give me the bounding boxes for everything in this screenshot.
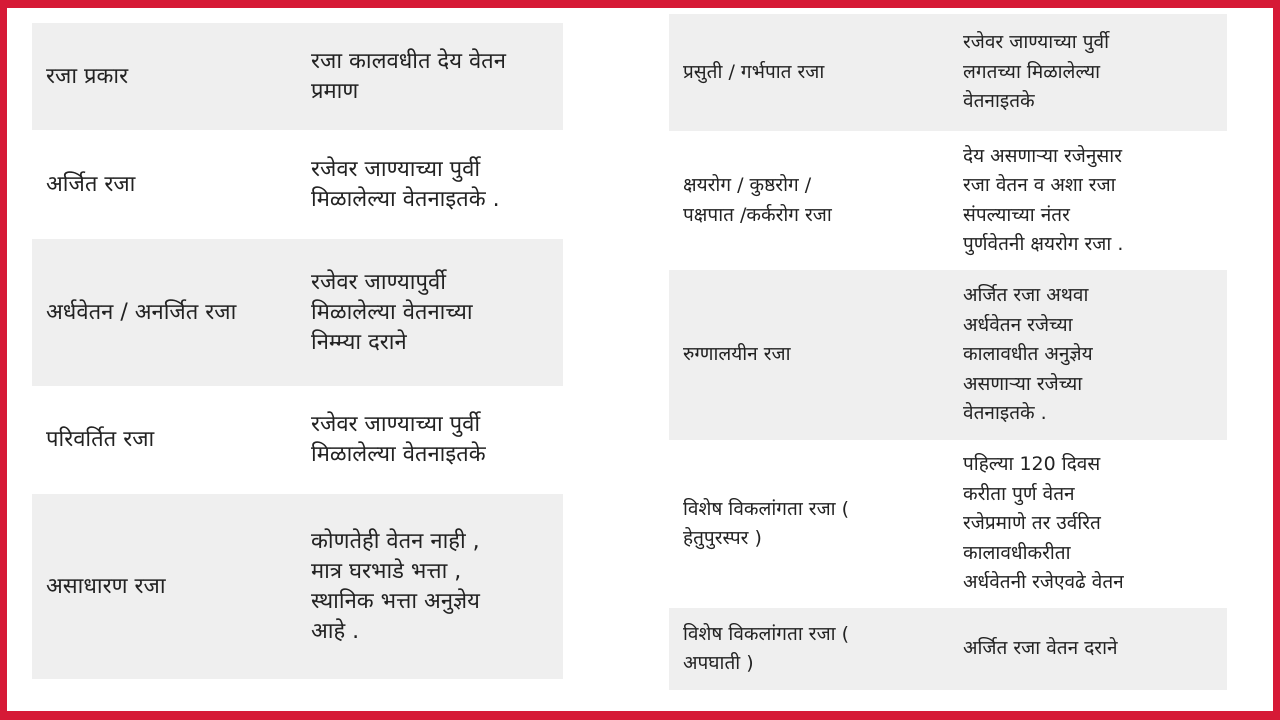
leave-type-cell: अर्धवेतन / अनर्जित रजा — [46, 299, 237, 325]
table-row — [669, 440, 1227, 608]
leave-type-cell: असाधारण रजा — [46, 573, 166, 599]
leave-pay-cell: रजेवर जाण्यापुर्वी मिळालेल्या वेतनाच्या निम्म्या दराने — [311, 269, 473, 355]
leave-pay-cell: रजेवर जाण्याच्या पुर्वी मिळालेल्या वेतनाइतके . — [311, 156, 500, 212]
table-row — [669, 14, 1227, 131]
leave-type-cell: प्रसुती / गर्भपात रजा — [683, 60, 825, 83]
leave-pay-cell: कोणतेही वेतन नाही , मात्र घरभाडे भत्ता , स्थानिक भत्ता अनुज्ञेय आहे . — [311, 528, 480, 644]
leave-pay-cell: अर्जित रजा वेतन दराने — [963, 637, 1118, 660]
leave-type-cell: अर्जित रजा — [46, 171, 136, 197]
leave-pay-cell: रजेवर जाण्याच्या पुर्वी लगतच्या मिळालेल्या वेतनाइतके — [963, 31, 1110, 113]
leave-type-cell: रजा प्रकार — [46, 63, 129, 89]
leave-pay-cell: रजेवर जाण्याच्या पुर्वी मिळालेल्या वेतनाइतके — [311, 412, 486, 467]
leave-type-cell: विशेष विकलांगता रजा ( हेतुपुरस्पर ) — [683, 497, 850, 549]
table-row — [669, 270, 1227, 440]
leave-type-cell: क्षयरोग / कुष्ठरोग / पक्षपात /कर्करोग रजा — [683, 174, 832, 226]
leave-pay-cell: देय असणाऱ्या रजेनुसार रजा वेतन व अशा रजा संपल्याच्या नंतर पुर्णवेतनी क्षयरोग रजा . — [963, 144, 1124, 255]
table-row — [32, 23, 563, 130]
leave-pay-cell: अर्जित रजा अथवा अर्धवेतन रजेच्या कालावधीत अनुज्ञेय असणाऱ्या रजेच्या वेतनाइतके . — [963, 284, 1093, 425]
leave-pay-table-right — [669, 14, 1227, 690]
table-row — [32, 239, 563, 386]
table-row — [32, 386, 563, 494]
leave-pay-table-left — [32, 23, 563, 679]
leave-pay-cell: पहिल्या 120 दिवस करीता पुर्ण वेतन रजेप्रमाणे तर उर्वरित कालावधीकरीता अर्धवेतनी रजेएवढे वेतन — [963, 453, 1124, 594]
leave-type-cell: विशेष विकलांगता रजा ( अपघाती ) — [683, 622, 850, 674]
leave-type-cell: परिवर्तित रजा — [46, 427, 155, 452]
table-row — [32, 130, 563, 239]
table-row — [32, 494, 563, 679]
leave-pay-cell: रजा कालवधीत देय वेतन प्रमाण — [311, 48, 506, 104]
table-row — [669, 608, 1227, 690]
leave-type-cell: रुग्णालयीन रजा — [683, 343, 791, 366]
table-row — [669, 131, 1227, 270]
